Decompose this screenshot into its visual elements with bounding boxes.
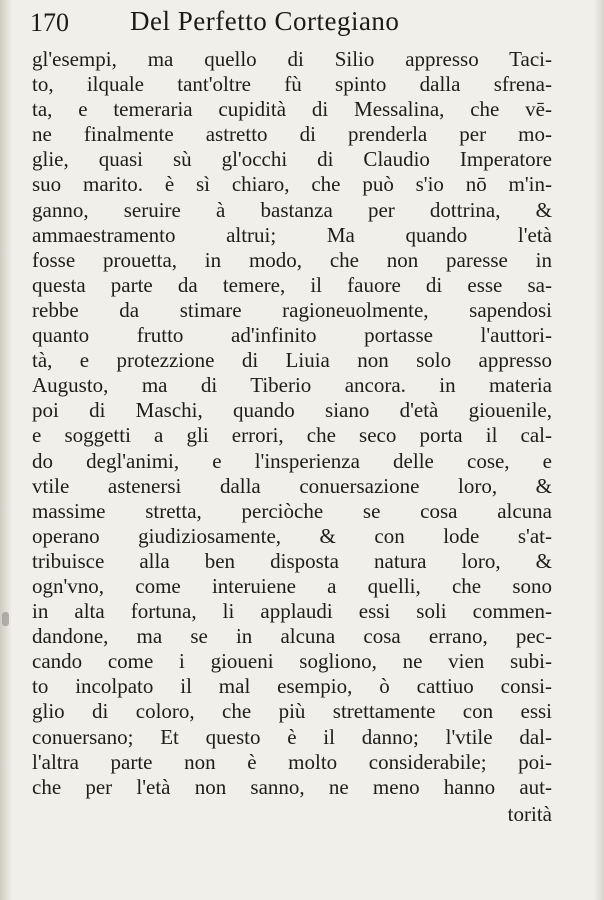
text-line: quanto frutto ad'infinito portasse l'auttori- (32, 323, 552, 348)
text-line: tà, e protezzione di Liuia non solo appresso (32, 348, 552, 373)
text-line: ne finalmente astretto di prenderla per mo- (32, 122, 552, 147)
text-line: dandone, ma se in alcuna cosa errano, pec- (32, 624, 552, 649)
catchword: torità (507, 801, 552, 826)
text-line: Augusto, ma di Tiberio ancora. in materia (32, 373, 552, 398)
text-line: glie, quasi sù gl'occhi di Claudio Imperatore (32, 147, 552, 172)
text-line: poi di Maschi, quando siano d'età giouenile, (32, 398, 552, 423)
text-line: l'altra parte non è molto considerabile; poi- (32, 749, 552, 774)
ink-blot (2, 612, 9, 626)
text-line: ammaestramento altrui; Ma quando l'età (32, 222, 552, 247)
text-line: massime stretta, perciòche se cosa alcuna (32, 498, 552, 523)
text-line: glio di coloro, che più strettamente con essi (32, 699, 552, 724)
text-line: rebbe da stimare ragioneuolmente, sapendosi (32, 297, 552, 322)
text-line: vtile astenersi dalla conuersazione loro, & (32, 473, 552, 498)
text-line: do degl'animi, e l'insperienza delle cose, e (32, 448, 552, 473)
text-line: in alta fortuna, li applaudi essi soli commen- (32, 599, 552, 624)
text-line: operano giudiziosamente, & con lode s'at- (32, 523, 552, 548)
page-header (30, 6, 550, 42)
text-line: che per l'età non sanno, ne meno hanno aut- (32, 774, 552, 799)
binding-shadow (0, 0, 12, 900)
text-line: to incolpato il mal esempio, ò cattiuo consi- (32, 674, 552, 699)
text-line: e soggetti a gli errori, che seco porta il cal- (32, 423, 552, 448)
running-title: Del Perfetto Cortegiano (130, 6, 400, 36)
page-number: 170 (30, 8, 69, 37)
page-edge-shadow (594, 0, 604, 900)
text-line: conuersano; Et questo è il danno; l'vtile dal- (32, 724, 552, 749)
text-line: fosse prouetta, in modo, che non paresse in (32, 247, 552, 272)
text-line: ta, e temeraria cupidità di Messalina, che vē- (32, 97, 552, 122)
text-line: suo marito. è sì chiaro, che può s'io nō m'in- (32, 172, 552, 197)
text-line: gl'esempi, ma quello di Silio appresso Taci- (32, 47, 552, 71)
body-text (32, 47, 552, 827)
text-line: ogn'vno, come interuiene a quelli, che sono (32, 573, 552, 598)
text-line: cando come i gioueni sogliono, ne vien subi- (32, 649, 552, 674)
text-line: to, ilquale tant'oltre fù spinto dalla sfrena- (32, 72, 552, 97)
text-line: questa parte da temere, il fauore di esse sa- (32, 272, 552, 297)
text-line: ganno, seruire à bastanza per dottrina, & (32, 197, 552, 222)
text-line: tribuisce alla ben disposta natura loro, & (32, 548, 552, 573)
